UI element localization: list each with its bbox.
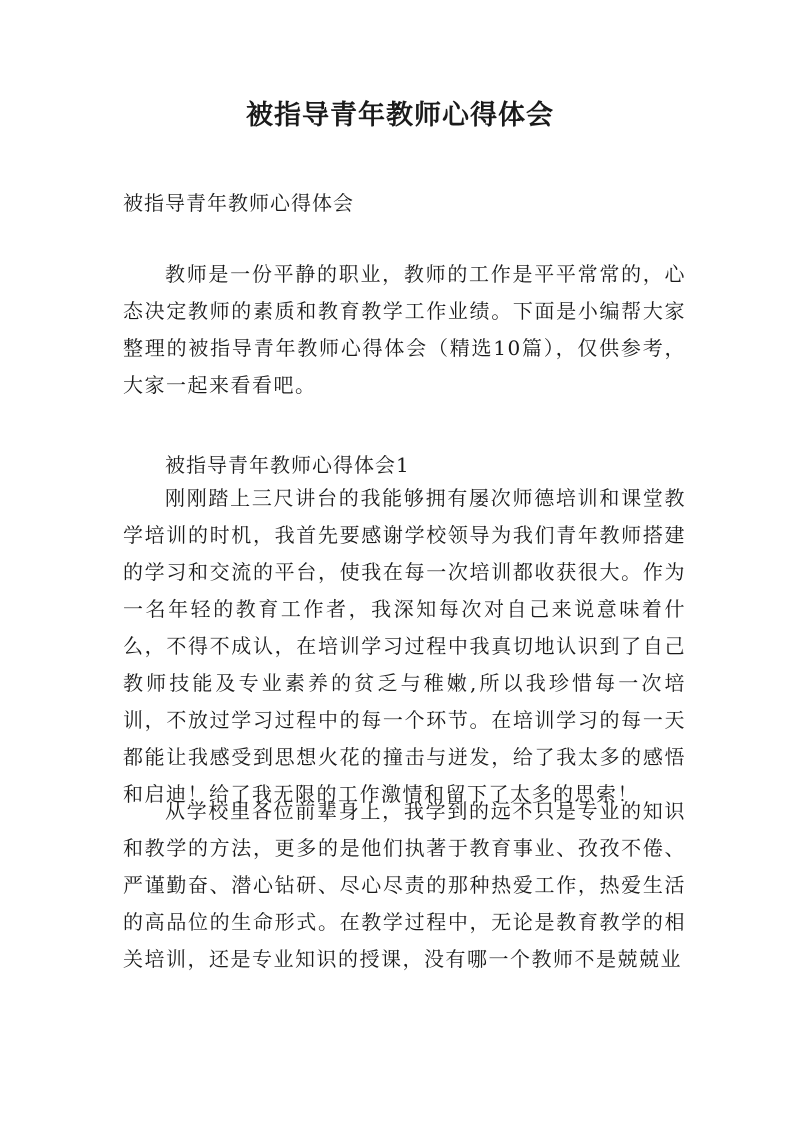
document-subtitle: 被指导青年教师心得体会 — [123, 191, 354, 215]
section-1-paragraph-1: 刚刚踏上三尺讲台的我能够拥有屡次师德培训和课堂教学培训的时机，我首先要感谢学校领导为我们青年教师搭建的学习和交流的平台，使我在每一次培训都收获很大。作为一名年轻的教育工作者，我深知每次对自己来说意味着什么，不得不成认，在培训学习过程中我真切地认识到了自己教师技能及专业素养的贫乏与稚嫩,所以我珍惜每一次培训，不放过学习过程中的每一个环节。在培训学习的每一天都能让我感受到思想火花的撞击与迸发，给了我太多的感悟和启迪！给了我无限的工作激情和留下了太多的思索！ — [123, 486, 686, 806]
section-1-paragraph-2: 从学校里各位前辈身上，我学到的远不只是专业的知识和教学的方法，更多的是他们执著于教育事业、孜孜不倦、严谨勤奋、潜心钻研、尽心尽责的那种热爱工作，热爱生活的高品位的生命形式。在教学过程中，无论是教育教学的相关培训，还是专业知识的授课，没有哪一个教师不是兢兢业 — [123, 799, 686, 971]
intro-paragraph: 教师是一份平静的职业，教师的工作是平平常常的，心态决定教师的素质和教育教学工作业绩。下面是小编帮大家整理的被指导青年教师心得体会（精选10篇），仅供参考，大家一起来看看吧。 — [123, 262, 686, 397]
document-title: 被指导青年教师心得体会 — [246, 100, 554, 131]
section-1-heading: 被指导青年教师心得体会1 — [165, 453, 410, 477]
